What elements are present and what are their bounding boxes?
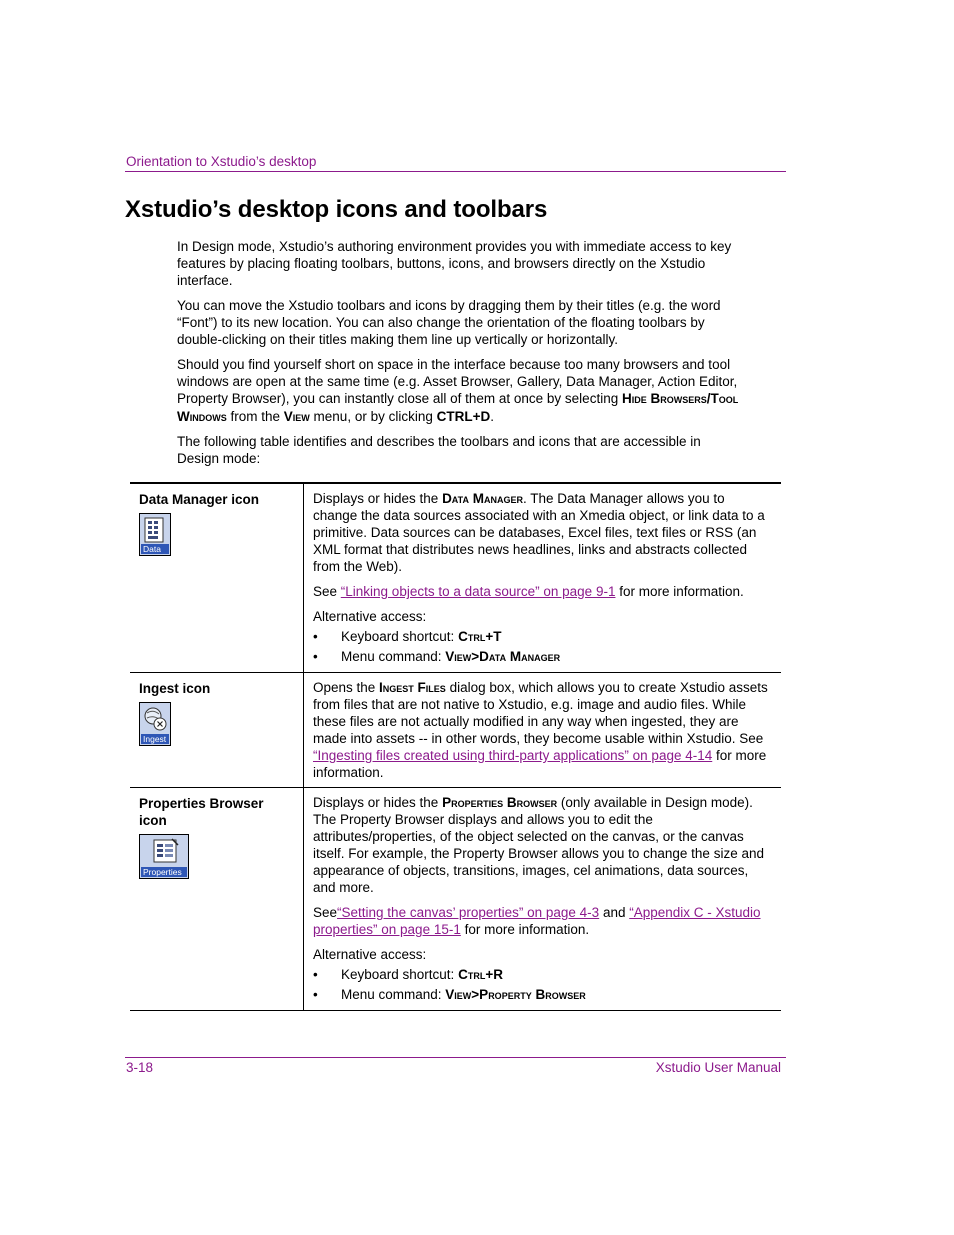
row-title: Properties Browser icon [139, 796, 264, 828]
shortcut-ctrl-d: CTRL+D [436, 408, 491, 424]
link-setting-canvas-properties[interactable]: “Setting the canvas’ properties” on page 4-3 [337, 905, 600, 920]
icon-caption: Properties [141, 867, 187, 877]
list-item: • Keyboard shortcut: Ctrl+R [313, 967, 503, 982]
alternative-access-label: Alternative access: [313, 609, 427, 624]
shortcut-value: Ctrl+R [458, 967, 503, 982]
properties-browser-icon[interactable] [139, 834, 189, 879]
link-linking-objects[interactable]: “Linking objects to a data source” on page 9-1 [340, 584, 616, 599]
table-row [130, 788, 781, 1011]
row-description-cell [304, 673, 781, 787]
row-description-cell [304, 484, 781, 672]
header-divider [125, 171, 786, 172]
page-number: 3-18 [126, 1060, 154, 1075]
row-description: Opens the Ingest Files dialog box, which allows you to create Xstudio assets from files that are not native to Xstudio, e.g. image and audio files. While these files are not actually modified in any way when ingested, they are made into assets -- in other words, they become usable within Xstudio. See “Ingesting files created using third-party applications” on page 4-14 for more information. [313, 680, 768, 780]
intro-paragraph-4: The following table identifies and describes the toolbars and icons that are accessible in Design mode: [177, 434, 701, 467]
page-title: Xstudio’s desktop icons and toolbars [125, 196, 548, 223]
properties-browser-command: Properties Browser [442, 795, 558, 810]
link-appendix-c[interactable]: “Appendix C - Xstudio properties” on page 15-1 [313, 905, 761, 937]
shortcut-value: Ctrl+T [458, 629, 502, 644]
row-description: Displays or hides the Properties Browser (only available in Design mode). The Property Browser displays and allows you to edit the attributes/properties, of the object selected on the canvas, or the canvas itself. For example, the Property Browser allows you to change the size and appearance of objects, transitions, images, cel animations, data sources, and more. [313, 795, 764, 895]
row-description-cell [304, 788, 781, 1010]
row-description: Displays or hides the Data Manager. The Data Manager allows you to change the data sources associated with an Xmedia object, or link data to a primitive. Data sources can be databases, Excel files, text files or RSS (an XML format that distributes news headlines, links and abstracts collected from the Web). [313, 491, 765, 574]
ingest-icon[interactable] [139, 702, 171, 746]
row-label-cell [130, 484, 304, 672]
manual-title: Xstudio User Manual [655, 1060, 781, 1075]
table-row [130, 484, 781, 673]
ingest-files-command: Ingest Files [379, 680, 446, 695]
alternative-access-label: Alternative access: [313, 947, 427, 962]
running-header: Orientation to Xstudio’s desktop [126, 154, 317, 169]
see-also: See“Setting the canvas’ properties” on page 4-3 and “Appendix C - Xstudio properties” on page 15-1 for more information. [313, 905, 761, 937]
list-item: • Keyboard shortcut: Ctrl+T [313, 629, 502, 644]
menu-command-value: View>Data Manager [445, 649, 561, 664]
hide-browsers-command: Hide Browsers/Tool Windows [177, 391, 739, 424]
list-item: • Menu command: View>Property Browser [313, 987, 586, 1002]
row-label-cell [130, 673, 304, 787]
intro-paragraph-2: You can move the Xstudio toolbars and icons by dragging them by their titles (e.g. the word “Font”) to its new location. You can also change the orientation of the floating toolbars by double-clicking on their titles making them line up vertically or horizontally. [177, 298, 721, 348]
data-manager-command: Data Manager [442, 491, 523, 506]
table-row [130, 673, 781, 788]
intro-paragraph-3: Should you find yourself short on space in the interface because too many browsers and tool windows are open at the same time (e.g. Asset Browser, Gallery, Data Manager, Action Editor, Property Browser), you can instantly close all of them at once by selecting Hide Browsers/Tool Windows from the View menu, or by clicking CTRL+D. [177, 357, 739, 424]
intro-paragraph-1: In Design mode, Xstudio’s authoring environment provides you with immediate access to key features by placing floating toolbars, buttons, icons, and browsers directly on the Xstudio interface. [177, 239, 732, 289]
list-item: • Menu command: View>Data Manager [313, 649, 561, 664]
footer-divider [125, 1057, 786, 1058]
row-title: Data Manager icon [139, 492, 260, 507]
icon-caption: Ingest [141, 734, 169, 744]
link-ingesting-files[interactable]: “Ingesting files created using third-party applications” on page 4-14 [313, 748, 713, 763]
icons-table [130, 482, 781, 1011]
icon-caption: Data [141, 544, 169, 554]
data-manager-icon[interactable] [139, 513, 171, 556]
view-menu-name: View [283, 408, 310, 424]
row-label-cell [130, 788, 304, 1010]
menu-command-value: View>Property Browser [445, 987, 586, 1002]
row-title: Ingest icon [139, 681, 211, 696]
see-also: See “Linking objects to a data source” on page 9-1 for more information. [313, 584, 744, 599]
